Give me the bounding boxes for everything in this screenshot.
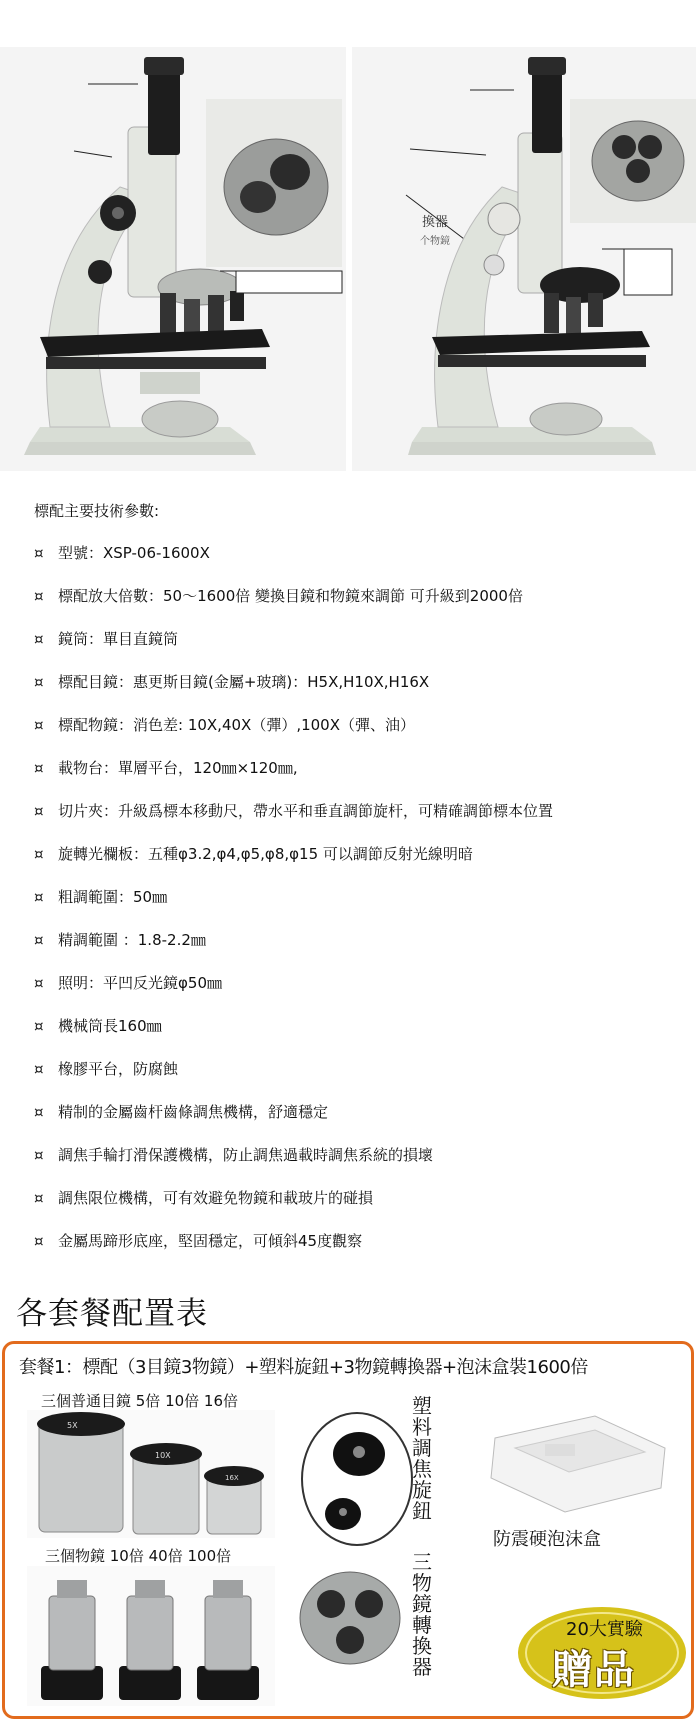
objective-label: 个物鏡 bbox=[420, 236, 450, 247]
microscope-photo-left bbox=[0, 47, 346, 471]
converter-label: 三物鏡轉換器 bbox=[412, 1550, 432, 1679]
eyepieces-label: 三個普通目鏡 5倍 10倍 16倍 bbox=[41, 1392, 239, 1410]
foam-box-label: 防震硬泡沫盒 bbox=[493, 1529, 601, 1550]
changer-label: 換器 bbox=[422, 215, 449, 230]
spec-text: 精調範圍 ：1.8-2.2㎜ bbox=[58, 931, 206, 949]
spec-item bbox=[34, 973, 553, 1016]
spec-text: 調焦手輪打滑保護機構，防止調焦過載時調焦系統的損壞 bbox=[58, 1146, 434, 1164]
package-title: 套餐1：標配（3目鏡3物鏡）+塑料旋鈕+3物鏡轉換器+泡沫盒裝1600倍 bbox=[19, 1357, 588, 1378]
bullet-icon: ¤ bbox=[34, 974, 44, 992]
microscope-photo-right bbox=[352, 47, 696, 471]
spec-item bbox=[34, 801, 553, 844]
gift-badge bbox=[510, 1595, 690, 1703]
spec-text: 標配物鏡：消色差: 10X,40X（彈）,100X（彈、油） bbox=[58, 716, 415, 734]
bullet-icon: ¤ bbox=[34, 1232, 44, 1250]
bullet-icon: ¤ bbox=[34, 845, 44, 863]
gift-main-text: 贈品 bbox=[552, 1647, 636, 1693]
bullet-icon: ¤ bbox=[34, 544, 44, 562]
eyepiece-mark-10x: 10X bbox=[155, 1451, 171, 1460]
knob-photo bbox=[301, 1412, 413, 1546]
spec-text: 機械筒長160㎜ bbox=[58, 1017, 162, 1035]
bullet-icon: ¤ bbox=[34, 1060, 44, 1078]
spec-item bbox=[34, 1059, 553, 1102]
spec-item bbox=[34, 844, 553, 887]
spec-text: 型號：XSP-06-1600X bbox=[58, 544, 210, 562]
spec-text: 精制的金屬齒杆齒條調焦機構，舒適穩定 bbox=[58, 1103, 329, 1121]
spec-item bbox=[34, 672, 553, 715]
bullet-icon: ¤ bbox=[34, 587, 44, 605]
spec-item bbox=[34, 1145, 553, 1188]
spec-item bbox=[34, 1231, 553, 1274]
eyepiece-mark-5x: 5X bbox=[67, 1421, 78, 1430]
spec-text: 標配目鏡：惠更斯目鏡(金屬+玻璃)：H5X,H10X,H16X bbox=[58, 673, 430, 691]
gift-top-text: 20大實驗 bbox=[566, 1619, 643, 1640]
objectives-label: 三個物鏡 10倍 40倍 100倍 bbox=[45, 1547, 232, 1565]
bullet-icon: ¤ bbox=[34, 802, 44, 820]
package-box bbox=[2, 1341, 694, 1719]
spec-item bbox=[34, 629, 553, 672]
spec-text: 標配放大倍數：50～1600倍 變換目鏡和物鏡來調節 可升級到2000倍 bbox=[58, 587, 523, 605]
knob-label: 塑料調焦旋鈕 bbox=[412, 1394, 432, 1523]
spec-item bbox=[34, 887, 553, 930]
bullet-icon: ¤ bbox=[34, 931, 44, 949]
spec-list bbox=[34, 543, 553, 1274]
bullet-icon: ¤ bbox=[34, 630, 44, 648]
spec-text: 切片夾：升級爲標本移動尺，帶水平和垂直調節旋杆，可精確調節標本位置 bbox=[58, 802, 554, 820]
spec-item bbox=[34, 586, 553, 629]
spec-text: 橡膠平台，防腐蝕 bbox=[58, 1060, 179, 1078]
bullet-icon: ¤ bbox=[34, 759, 44, 777]
spec-item bbox=[34, 758, 553, 801]
eyepieces-photo bbox=[27, 1410, 275, 1538]
bullet-icon: ¤ bbox=[34, 1017, 44, 1035]
spec-item bbox=[34, 1016, 553, 1059]
spec-text: 載物台：單層平台，120㎜×120㎜, bbox=[58, 759, 298, 777]
spec-text: 金屬馬蹄形底座，堅固穩定，可傾斜45度觀察 bbox=[58, 1232, 363, 1250]
spec-text: 照明：平凹反光鏡φ50㎜ bbox=[58, 974, 222, 992]
package-heading: 各套餐配置表 bbox=[16, 1296, 208, 1332]
spec-item bbox=[34, 715, 553, 758]
bullet-icon: ¤ bbox=[34, 888, 44, 906]
bullet-icon: ¤ bbox=[34, 716, 44, 734]
converter-photo bbox=[295, 1556, 405, 1676]
objectives-photo bbox=[27, 1566, 275, 1706]
spec-item bbox=[34, 930, 553, 973]
spec-text: 調焦限位機構，可有效避免物鏡和載玻片的碰損 bbox=[58, 1189, 374, 1207]
spec-item bbox=[34, 1102, 553, 1145]
specs-title: 標配主要技術參數: bbox=[34, 502, 160, 520]
eyepiece-mark-16x: 16X bbox=[225, 1474, 239, 1482]
spec-text: 旋轉光欄板：五種φ3.2,φ4,φ5,φ8,φ15 可以調節反射光線明暗 bbox=[58, 845, 473, 863]
spec-item bbox=[34, 1188, 553, 1231]
spec-item bbox=[34, 543, 553, 586]
bullet-icon: ¤ bbox=[34, 1189, 44, 1207]
bullet-icon: ¤ bbox=[34, 1146, 44, 1164]
spec-text: 粗調範圍：50㎜ bbox=[58, 888, 168, 906]
bullet-icon: ¤ bbox=[34, 1103, 44, 1121]
foam-box-photo bbox=[475, 1408, 671, 1518]
spec-text: 鏡筒：單目直鏡筒 bbox=[58, 630, 179, 648]
bullet-icon: ¤ bbox=[34, 673, 44, 691]
